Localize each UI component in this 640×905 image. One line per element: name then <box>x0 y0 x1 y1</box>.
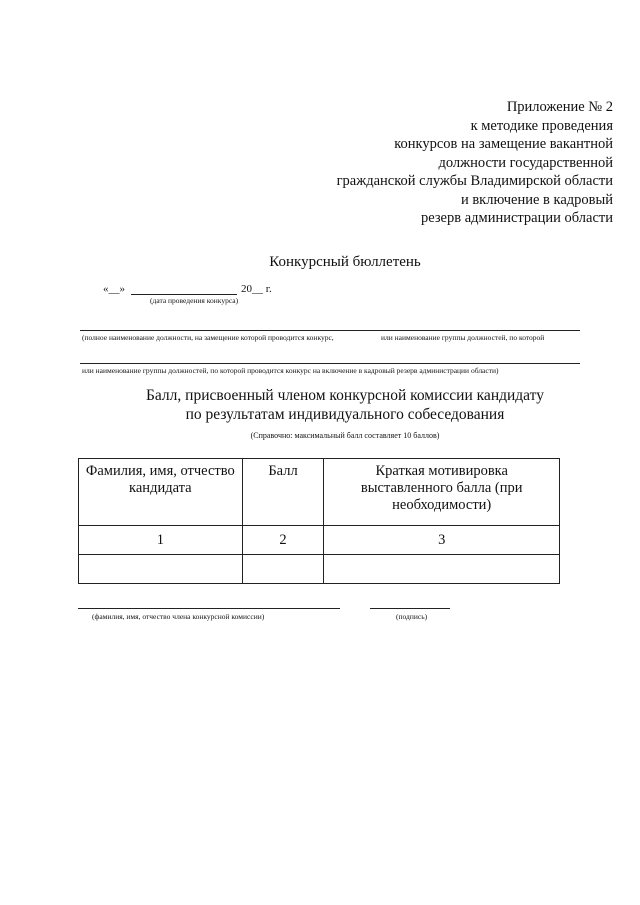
appendix-line: и включение в кадровый <box>460 191 613 208</box>
section-heading <box>0 386 640 424</box>
header-motivation: Краткая мотивировка выставленного балла (при необходимости) <box>324 459 560 526</box>
signature-line <box>370 608 450 609</box>
heading-line-1: Балл, присвоенный членом конкурсной комиссии кандидату <box>146 387 544 404</box>
date-day: «__» <box>103 283 125 295</box>
signature-caption: (подпись) <box>396 612 428 621</box>
position-line-2 <box>80 363 580 364</box>
appendix-block <box>337 98 613 228</box>
max-score-note: (Справочно: максимальный балл составляет 10 баллов) <box>250 431 440 440</box>
header-candidate-name: Фамилия, имя, отчество кандидата <box>79 459 243 526</box>
candidate-name-cell[interactable] <box>79 555 243 584</box>
heading-line-2: по результатам индивидуального собеседования <box>185 406 505 423</box>
column-number: 1 <box>79 526 243 555</box>
position-caption-1b: или наименование группы должностей, по которой <box>381 333 545 342</box>
motivation-cell[interactable] <box>324 555 560 584</box>
date-month-line <box>131 294 237 295</box>
document-title: Конкурсный бюллетень <box>269 254 421 270</box>
column-number: 3 <box>324 526 560 555</box>
table-row <box>79 555 560 584</box>
column-number: 2 <box>242 526 324 555</box>
position-caption-1: (полное наименование должности, на замещение которой проводится конкурс, <box>82 333 334 342</box>
date-caption: (дата проведения конкурса) <box>150 296 239 305</box>
table-header-row <box>79 459 560 526</box>
position-line-1 <box>80 330 580 331</box>
header-score: Балл <box>242 459 324 526</box>
score-table <box>78 458 560 584</box>
table-number-row <box>79 526 560 555</box>
member-name-line <box>78 608 340 609</box>
appendix-line: Приложение № 2 <box>506 99 613 115</box>
appendix-line: резерв администрации области <box>420 210 613 226</box>
score-cell[interactable] <box>242 555 324 584</box>
position-caption-2: или наименование группы должностей, по которой проводится конкурс на включение в кадровый резерв администрации области) <box>82 366 499 375</box>
member-name-caption: (фамилия, имя, отчество члена конкурсной комиссии) <box>92 612 265 621</box>
date-year: 20__ г. <box>241 283 272 295</box>
appendix-line: конкурсов на замещение вакантной <box>394 136 613 152</box>
appendix-line: к методике проведения <box>470 117 613 134</box>
appendix-line: должности государственной <box>438 154 613 171</box>
appendix-line: гражданской службы Владимирской области <box>336 173 613 189</box>
